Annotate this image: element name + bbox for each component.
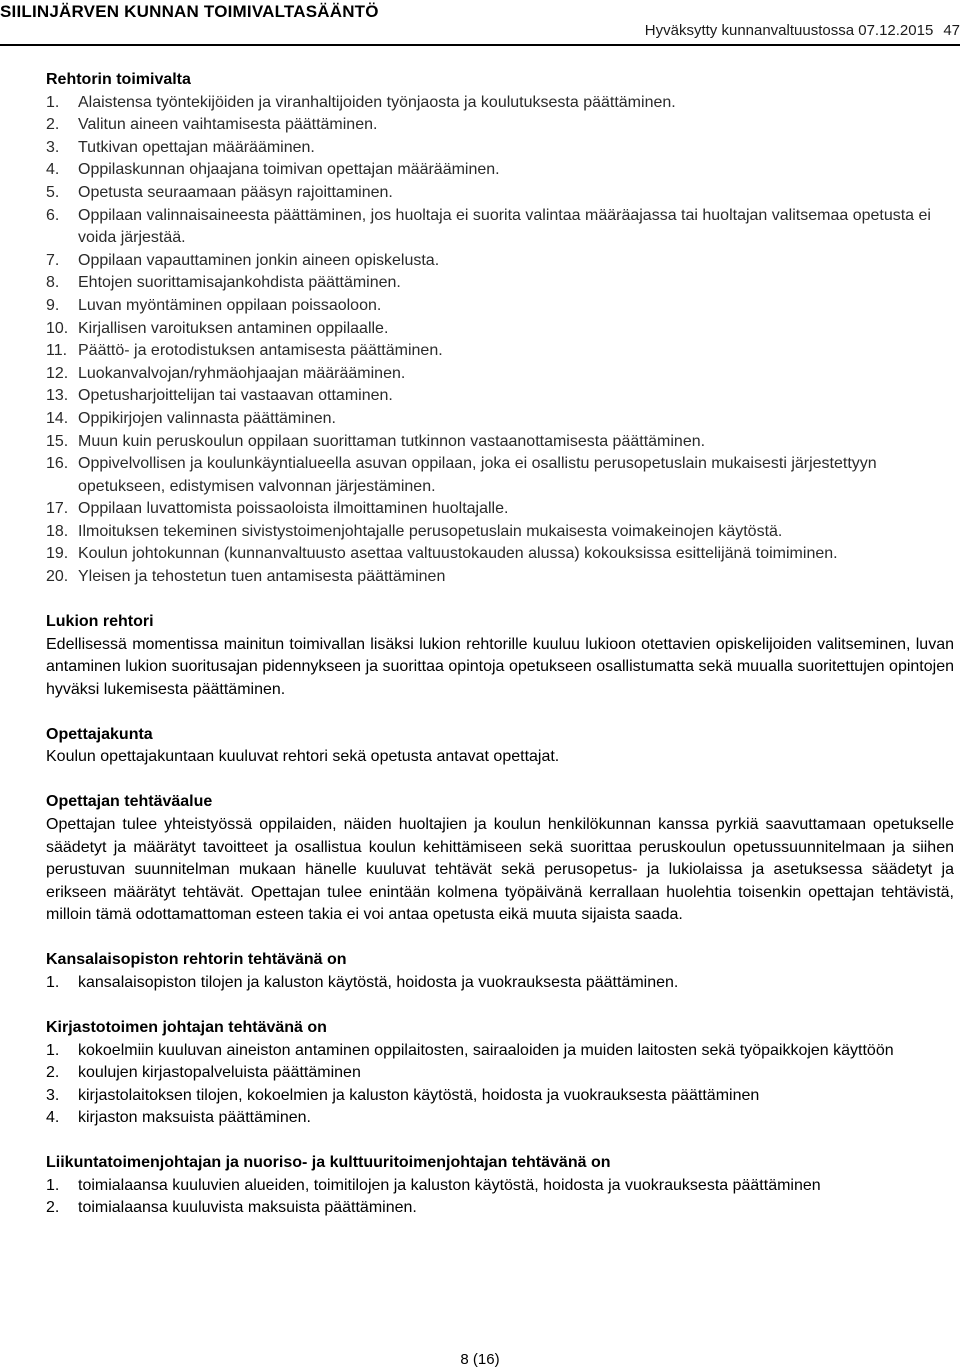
list-item-number: 2. — [46, 1064, 60, 1082]
opettajakunta-section — [46, 724, 954, 769]
approval-note: Hyväksytty kunnanvaltuustossa 07.12.2015 — [644, 22, 934, 39]
list-item-text: Kirjallisen varoituksen antaminen oppilaalle. — [78, 319, 389, 337]
list-item-number: 7. — [46, 251, 60, 269]
list-item-text: Tutkivan opettajan määrääminen. — [78, 138, 315, 156]
page-footer — [0, 1351, 960, 1368]
footer-page-number: 8 (16) — [460, 1351, 500, 1368]
list-item — [46, 1107, 954, 1130]
list-item-number: 20. — [46, 568, 69, 586]
list-item-text: Oppilaan vapauttaminen jonkin aineen opiskelusta. — [78, 251, 440, 269]
list-item-text: kirjaston maksuista päättäminen. — [78, 1109, 311, 1127]
list-item — [46, 543, 954, 566]
list-item-number: 9. — [46, 296, 60, 314]
list-item-text: kokoelmiin kuuluvan aineiston antaminen oppilaitosten, sairaaloiden ja muiden laitosten sekä työpaikkojen käyttöön — [78, 1041, 894, 1059]
list-item-text: Ehtojen suorittamisajankohdista päättäminen. — [78, 274, 401, 292]
list-item — [46, 431, 954, 454]
list-item — [46, 250, 954, 273]
list-item — [46, 1197, 954, 1220]
list-item — [46, 92, 954, 115]
list-item-text: toimialaansa kuuluvista maksuista päättäminen. — [78, 1199, 417, 1217]
list-item-text: Muun kuin peruskoulun oppilaan suorittaman tutkinnon vastaanottamisesta päättäminen. — [78, 432, 706, 450]
list-item — [46, 318, 954, 341]
list-item-text: Luokanvalvojan/ryhmäohjaajan määrääminen. — [78, 364, 406, 382]
list-item — [46, 114, 954, 137]
list-item-number: 5. — [46, 183, 60, 201]
list-item — [46, 363, 954, 386]
list-item — [46, 205, 954, 250]
list-item-number: 6. — [46, 206, 60, 224]
list-item-number: 4. — [46, 161, 60, 179]
list-item — [46, 1062, 954, 1085]
list-item-text: Opetusta seuraamaan pääsyn rajoittaminen. — [78, 183, 393, 201]
kansalaisopisto-section — [46, 949, 954, 994]
list-item-text: Oppikirjojen valinnasta päättäminen. — [78, 409, 336, 427]
kansalaisopisto-heading: Kansalaisopiston rehtorin tehtävänä on — [46, 951, 347, 969]
rehtori-list — [46, 92, 954, 589]
list-item-number: 1. — [46, 93, 60, 111]
list-item — [46, 1175, 954, 1198]
list-item — [46, 159, 954, 182]
liikunta-section — [46, 1152, 954, 1220]
opettajakunta-heading: Opettajakunta — [46, 725, 153, 743]
opettajakunta-paragraph: Koulun opettajakuntaan kuuluvat rehtori sekä opetusta antavat opettajat. — [46, 748, 560, 766]
list-item-text: Alaistensa työntekijöiden ja viranhaltijoiden työnjaosta ja koulutuksesta päättäminen. — [78, 93, 676, 111]
list-item-text: Koulun johtokunnan (kunnanvaltuusto asettaa valtuustokauden alussa) kokouksissa esittelijänä toimiminen. — [78, 545, 838, 563]
kirjasto-list — [46, 1040, 954, 1130]
list-item — [46, 521, 954, 544]
list-item — [46, 566, 954, 589]
list-item-number: 3. — [46, 1086, 60, 1104]
list-item — [46, 1085, 954, 1108]
list-item — [46, 408, 954, 431]
list-item-number: 11. — [46, 342, 68, 360]
list-item-number: 16. — [46, 455, 69, 473]
list-item-number: 2. — [46, 116, 60, 134]
list-item-text: kirjastolaitoksen tilojen, kokoelmien ja kaluston käytöstä, hoidosta ja vuokrauksesta päättäminen — [78, 1086, 760, 1104]
list-item-text: Luvan myöntäminen oppilaan poissaoloon. — [78, 296, 382, 314]
list-item-number: 4. — [46, 1109, 60, 1127]
list-item-text: Päättö- ja erotodistuksen antamisesta päättäminen. — [78, 342, 443, 360]
list-item-number: 18. — [46, 522, 69, 540]
list-item-number: 17. — [46, 500, 69, 518]
list-item-text: Yleisen ja tehostetun tuen antamisesta päättäminen — [78, 568, 446, 586]
list-item-number: 19. — [46, 545, 69, 563]
list-item-number: 1. — [46, 1041, 60, 1059]
kansalaisopisto-list — [46, 972, 954, 995]
header-meta — [645, 22, 960, 39]
list-item-number: 1. — [46, 1176, 60, 1194]
list-item-text: Opetusharjoittelijan tai vastaavan ottaminen. — [78, 387, 393, 405]
list-item-number: 8. — [46, 274, 60, 292]
lukio-paragraph: Edellisessä momentissa mainitun toimivallan lisäksi lukion rehtorille kuuluu lukioon otettavien opiskelijoiden valitseminen, luvan antaminen lukion suoritusajan pidennykseen ja suorittaa opintoja opetukseen osallistumatta sekä muualla suoritettujen opintojen hyväksi lukemisesta päättäminen. — [46, 635, 954, 698]
rehtori-section — [46, 69, 954, 589]
list-item — [46, 385, 954, 408]
list-item-number: 1. — [46, 973, 60, 991]
list-item-text: toimialaansa kuuluvien alueiden, toimitilojen ja kaluston käytöstä, hoidosta ja vuokrauksesta päättäminen — [78, 1176, 821, 1194]
liikunta-heading: Liikuntatoimenjohtajan ja nuoriso- ja kulttuuritoimenjohtajan tehtävänä on — [46, 1154, 611, 1172]
kirjasto-heading: Kirjastotoimen johtajan tehtävänä on — [46, 1018, 327, 1036]
list-item — [46, 295, 954, 318]
list-item-text: Oppilaan valinnaisaineesta päättäminen, jos huoltaja ei suorita valintaa määräajassa tai huoltajan valitsemaa opetusta ei voida järjestää. — [78, 206, 931, 247]
list-item-number: 13. — [46, 387, 69, 405]
list-item — [46, 972, 954, 995]
list-item-text: Oppilaskunnan ohjaajana toimivan opettajan määrääminen. — [78, 161, 500, 179]
list-item-text: Valitun aineen vaihtamisesta päättäminen. — [78, 116, 378, 134]
list-item — [46, 1040, 954, 1063]
list-item — [46, 453, 954, 498]
document-title: SIILINJÄRVEN KUNNAN TOIMIVALTASÄÄNTÖ — [0, 2, 379, 21]
lukio-heading: Lukion rehtori — [46, 613, 154, 631]
list-item-number: 3. — [46, 138, 60, 156]
list-item-number: 10. — [46, 319, 69, 337]
list-item-text: Oppilaan luvattomista poissaoloista ilmoittaminen huoltajalle. — [78, 500, 509, 518]
list-item-number: 15. — [46, 432, 69, 450]
tehtavaalue-heading: Opettajan tehtäväalue — [46, 793, 213, 811]
header-page-number: 47 — [943, 22, 960, 39]
liikunta-list — [46, 1175, 954, 1220]
list-item-number: 2. — [46, 1199, 60, 1217]
list-item — [46, 498, 954, 521]
list-item — [46, 340, 954, 363]
document-body — [46, 69, 954, 1220]
list-item-text: Oppivelvollisen ja koulunkäyntialueella asuvan oppilaan, joka ei osallistu perusopetuslain mukaisesti järjestettyyn opetukseen, edistymisen valvonnan järjestäminen. — [78, 455, 877, 495]
list-item-number: 14. — [46, 409, 69, 427]
tehtavaalue-paragraph: Opettajan tulee yhteistyössä oppilaiden, näiden huoltajien ja koulun henkilökunnan kanssa pyrkiä saavuttamaan opetukselle säädetyt ja määrätyt tavoitteet ja osallistua koulun kehittämiseen sekä suorittaa peruskoulun opetussuunnitelmaan ja siihen perustuvan suunnitelman mukaan hänelle kuuluvat tehtävät sekä perusopetus- ja lukiolaissa ja asetuksessa säädetyt ja erikseen määrätyt tehtävät. Opettajan tulee enintään kolmena työpäivänä kerrallaan huolehtia toisenkin opettajan tehtävistä, milloin tämä odottamattoman esteen takia ei voi antaa opetusta eikä muuta sijaista saada. — [46, 815, 954, 924]
list-item — [46, 137, 954, 160]
list-item-text: koulujen kirjastopalveluista päättäminen — [78, 1064, 361, 1082]
page-header — [0, 0, 960, 46]
rehtori-heading: Rehtorin toimivalta — [46, 71, 191, 88]
list-item-text: kansalaisopiston tilojen ja kaluston käytöstä, hoidosta ja vuokrauksesta päättäminen. — [78, 973, 679, 991]
kirjasto-section — [46, 1017, 954, 1130]
list-item-text: Ilmoituksen tekeminen sivistystoimenjohtajalle perusopetuslain mukaisesta voimakeinojen käytöstä. — [78, 522, 783, 540]
lukio-section — [46, 611, 954, 701]
tehtavaalue-section — [46, 791, 954, 927]
list-item — [46, 182, 954, 205]
list-item-number: 12. — [46, 364, 69, 382]
list-item — [46, 272, 954, 295]
